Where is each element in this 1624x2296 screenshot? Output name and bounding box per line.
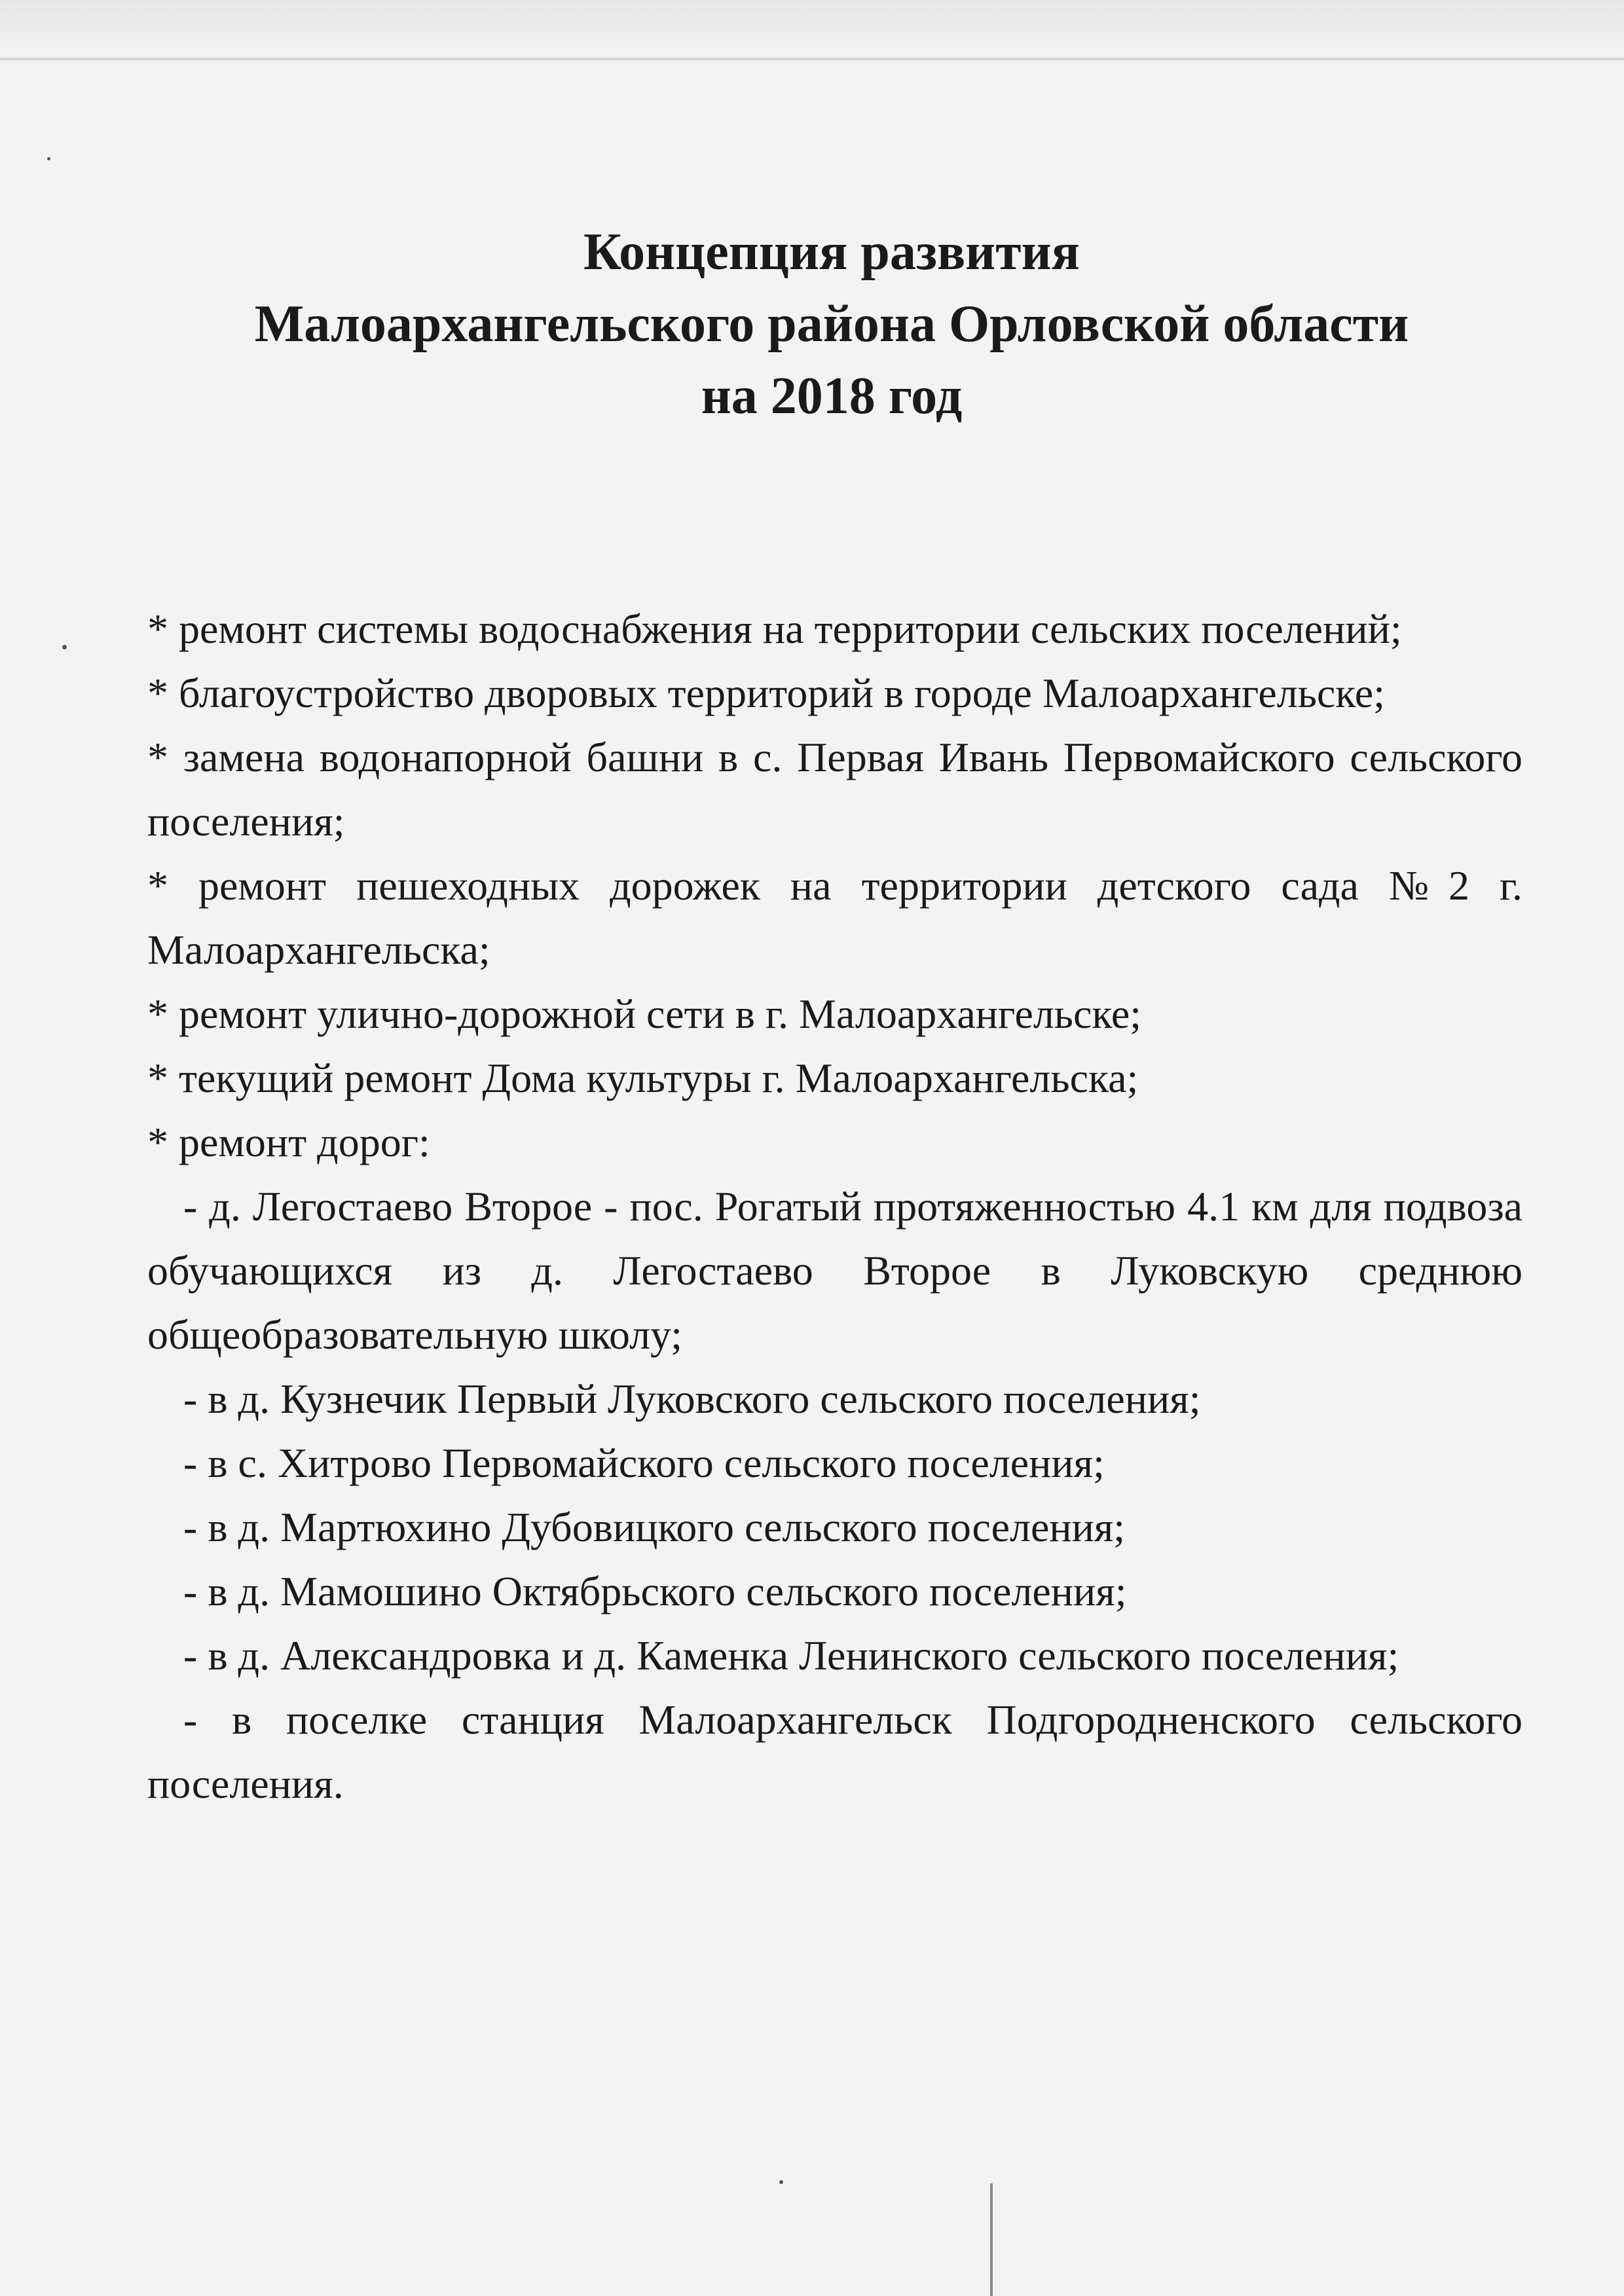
list-item: * ремонт дорог: [147,1119,430,1165]
scan-artifact-line [990,2183,993,2296]
scan-speck [47,157,50,160]
road-list-item: - д. Легостаево Второе - пос. Рогатый протяженностью 4.1 км для подвоза обучающихся из д. Легостаево Второе в Луковскую среднюю общеобразовательную школу; [147,1183,1522,1358]
road-list-item: - в д. Кузнечик Первый Луковского сельского поселения; [183,1376,1201,1422]
scan-page-edge [0,58,1624,60]
scan-speck [779,2180,783,2184]
road-list-item: - в с. Хитрово Первомайского сельского поселения; [183,1440,1105,1486]
title-line-3: на 2018 год [701,367,963,425]
road-list-item: - в д. Мамошино Октябрьского сельского поселения; [183,1568,1127,1614]
title-line-1: Концепция развития [583,223,1080,281]
list-item: * ремонт улично-дорожной сети в г. Малоархангельске; [147,991,1142,1037]
road-list-item: - в д. Александровка и д. Каменка Ленинского сельского поселения; [183,1632,1399,1679]
list-item: * ремонт системы водоснабжения на территории сельских поселений; [147,606,1402,652]
scan-speck [62,645,67,649]
list-item: * благоустройство дворовых территорий в городе Малоархангельске; [147,670,1385,716]
title-line-2: Малоархангельского района Орловской области [254,295,1409,353]
document-body [147,597,1522,1816]
scan-top-shadow [0,0,1624,59]
list-item: * ремонт пешеходных дорожек на территории детского сада №2 г. Малоархангельска; [147,862,1522,973]
list-item: * замена водонапорной башни в с. Первая Ивань Первомайского сельского поселения; [147,734,1522,845]
road-list-item: - в д. Мартюхино Дубовицкого сельского поселения; [183,1504,1126,1550]
document-title [131,216,1532,432]
list-item: * текущий ремонт Дома культуры г. Малоархангельска; [147,1055,1139,1101]
road-list-item: - в поселке станция Малоархангельск Подгородненского сельского поселения. [147,1696,1522,1807]
